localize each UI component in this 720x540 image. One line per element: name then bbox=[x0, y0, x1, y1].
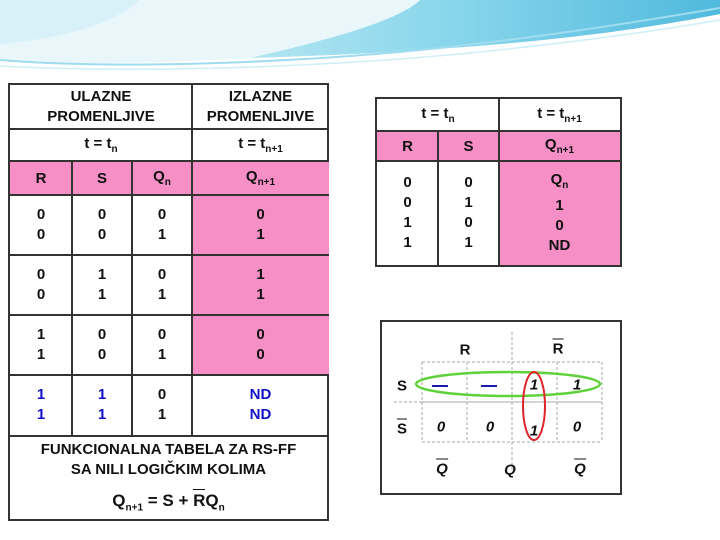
row3-qn1: 0 0 bbox=[192, 315, 329, 375]
grid-line bbox=[10, 374, 329, 376]
characteristic-equation: $Q_{n+1} = S + RQ_n$ bbox=[112, 491, 225, 514]
kmap-bottom-label-qbar-1: Q bbox=[436, 460, 448, 478]
grid-line bbox=[10, 128, 329, 130]
row4-qn: 0 1 bbox=[157, 386, 167, 423]
time-outputs-label: $t = t_{n+1}$ bbox=[238, 135, 283, 155]
grid-line bbox=[191, 85, 193, 436]
grid-line bbox=[71, 161, 73, 436]
inputs-header-line1: ULAZNE bbox=[70, 88, 132, 105]
grid-line bbox=[10, 194, 329, 196]
time-inputs-label: $t = t_n$ bbox=[84, 135, 118, 155]
kmap-cell-s-3: 1 bbox=[529, 376, 539, 394]
rt-time-inputs: $t = t_n$ bbox=[421, 105, 455, 125]
row2-r: 0 0 bbox=[36, 266, 46, 303]
kmap-cell-dontcare-1 bbox=[432, 385, 448, 387]
grid-line bbox=[10, 435, 329, 437]
kmap-row-label-sbar: S bbox=[396, 420, 408, 438]
row1-qn1: 0 1 bbox=[192, 195, 329, 255]
kmap-col-label-r: R bbox=[459, 341, 471, 359]
rt-time-outputs: $t = t_{n+1}$ bbox=[537, 105, 582, 125]
rt-s-values: 0 1 0 1 bbox=[464, 174, 473, 251]
karnaugh-map bbox=[380, 320, 622, 495]
kmap-bottom-label-q: Q bbox=[504, 461, 516, 479]
functional-table bbox=[8, 83, 329, 521]
kmap-cell-sbar-2: 0 bbox=[485, 418, 495, 436]
row3-r: 1 1 bbox=[36, 326, 46, 363]
kmap-bottom-label-qbar-2: Q bbox=[574, 460, 586, 478]
grid-line bbox=[10, 314, 329, 316]
kmap-cell-dontcare-2 bbox=[481, 385, 497, 387]
col-header-r: R bbox=[10, 161, 72, 195]
inputs-header-line2: PROMENLJIVE bbox=[47, 108, 155, 125]
rt-col-s: S bbox=[438, 131, 499, 161]
row1-r: 0 0 bbox=[36, 206, 46, 243]
row1-qn: 0 1 bbox=[157, 206, 167, 243]
rt-r-values: 0 0 1 1 bbox=[403, 174, 412, 251]
row3-s: 0 0 bbox=[97, 326, 107, 363]
simplified-table bbox=[375, 97, 622, 267]
row2-qn1: 1 1 bbox=[192, 255, 329, 315]
row2-s: 1 1 bbox=[97, 266, 107, 303]
kmap-cell-sbar-4: 0 bbox=[572, 418, 582, 436]
kmap-cell-s-4: 1 bbox=[572, 376, 582, 394]
kmap-cell-sbar-3: 1 bbox=[529, 422, 539, 440]
header-wave-decoration bbox=[0, 0, 720, 80]
inputs-header bbox=[10, 85, 192, 129]
grid-line bbox=[10, 160, 329, 162]
table-caption-line1: FUNKCIONALNA TABELA ZA RS-FF bbox=[40, 441, 297, 458]
grid-line bbox=[437, 131, 439, 265]
row4-r: 1 1 bbox=[36, 386, 46, 423]
col-header-qn: $Q_n$ bbox=[132, 161, 192, 195]
row4-qn1: ND ND bbox=[249, 386, 272, 423]
outputs-header bbox=[192, 85, 329, 129]
outputs-header-line1: IZLAZNE bbox=[228, 88, 293, 105]
kmap-row-label-s: S bbox=[396, 377, 408, 395]
table-caption-line2: SA NILI LOGIČKIM KOLIMA bbox=[70, 461, 267, 478]
outputs-header-line2: PROMENLJIVE bbox=[206, 108, 315, 125]
col-header-qn1: $Q_{n+1}$ bbox=[192, 161, 329, 195]
row3-qn: 0 1 bbox=[157, 326, 167, 363]
row2-qn: 0 1 bbox=[157, 266, 167, 303]
rt-col-r: R bbox=[377, 131, 438, 161]
rt-q-values: $Q_n$ 1 0 ND bbox=[499, 161, 620, 265]
grid-line bbox=[10, 254, 329, 256]
row4-s: 1 1 bbox=[97, 386, 107, 423]
kmap-cell-sbar-1: 0 bbox=[436, 418, 446, 436]
rt-col-q: $Q_{n+1}$ bbox=[499, 131, 620, 161]
grid-line bbox=[131, 161, 133, 436]
row1-s: 0 0 bbox=[97, 206, 107, 243]
grid-line bbox=[498, 99, 500, 265]
kmap-col-label-rbar: R bbox=[552, 340, 564, 358]
col-header-s: S bbox=[72, 161, 132, 195]
